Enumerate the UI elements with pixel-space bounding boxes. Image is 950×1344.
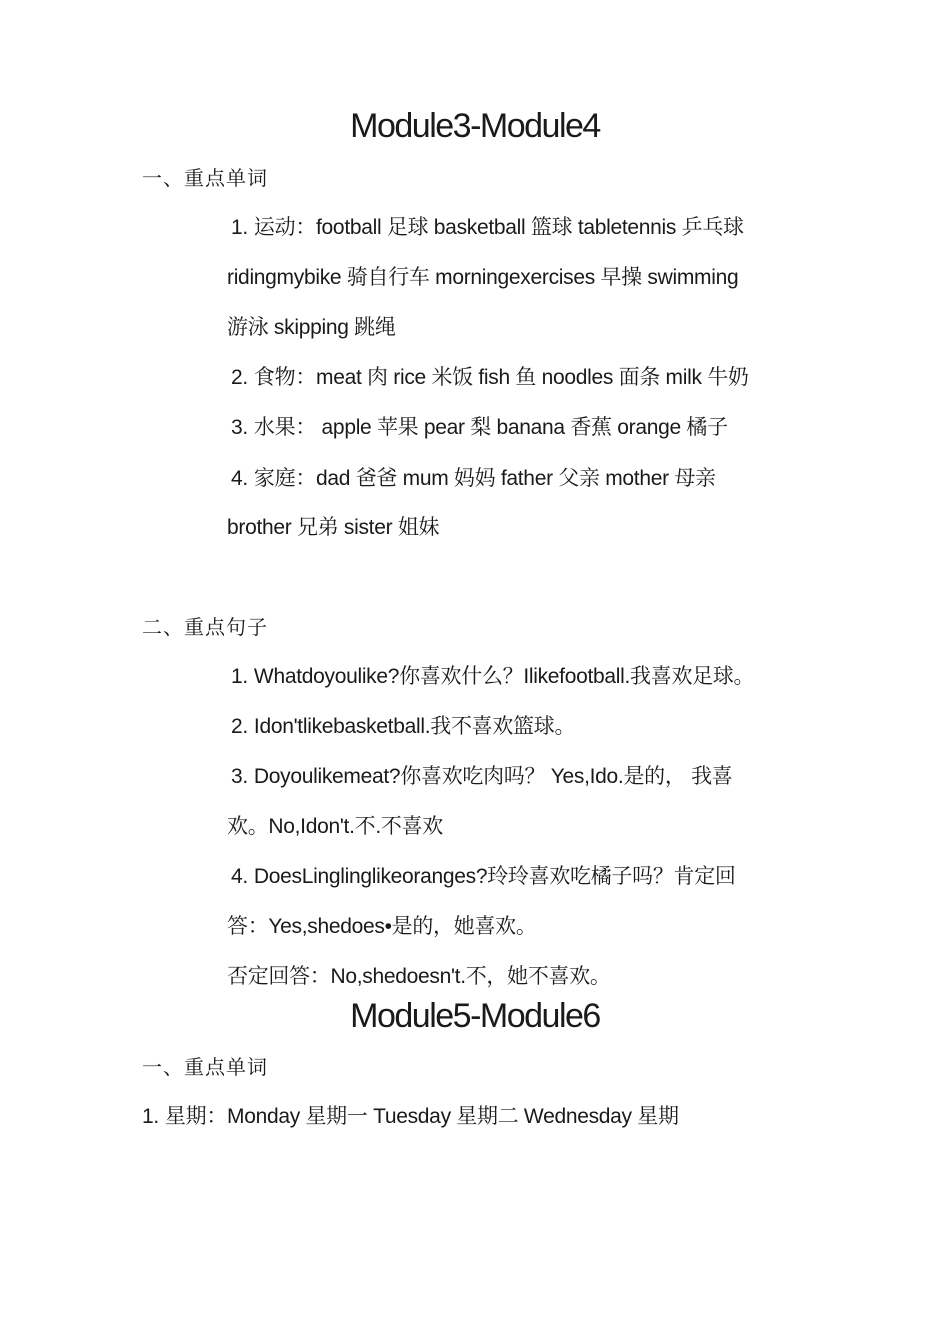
module34-sentences-heading: 二、重点句子 — [142, 615, 268, 639]
word-line-1 — [231, 214, 744, 242]
list-text: Whatdoyoulike?你喜欢什么？Ilikefootball.我喜欢足球。 — [253, 665, 755, 688]
list-number: 4. — [231, 467, 248, 490]
word-line-4 — [231, 465, 716, 493]
sentence-line-1 — [231, 663, 754, 691]
module34-title: Module3-Module4 — [350, 107, 600, 145]
list-text: 运动：football 足球 basketball 篮球 tabletennis 乒乓球 — [253, 216, 744, 239]
sentence-line-3-cont: 欢。No,Idon't.不.不喜欢 — [227, 815, 443, 838]
list-text: 星期：Monday 星期一 Tuesday 星期二 Wednesday 星期 — [164, 1105, 679, 1128]
word-line-2 — [231, 364, 749, 392]
sentence-line-3 — [231, 763, 733, 791]
module34-words-heading: 一、重点单词 — [142, 166, 268, 190]
sentence-line-4-cont-a: 答：Yes,shedoes•是的，她喜欢。 — [227, 915, 537, 938]
word-line-4-cont: brother 兄弟 sister 姐妹 — [227, 516, 440, 539]
list-number: 2. — [231, 366, 248, 389]
sentence-line-2 — [231, 713, 575, 741]
word-line-1-cont-b: 游泳 skipping 跳绳 — [227, 316, 396, 339]
list-number: 1. — [231, 216, 248, 239]
module56-words-heading: 一、重点单词 — [142, 1055, 268, 1079]
sentence-line-4-cont-b: 否定回答：No,shedoesn't.不，她不喜欢。 — [227, 965, 611, 988]
list-number: 1. — [231, 665, 248, 688]
list-text: DoesLinglinglikeoranges?玲玲喜欢吃橘子吗？肯定回 — [253, 865, 736, 888]
module56-word-line-1 — [142, 1103, 679, 1131]
list-text: Idon'tlikebasketball.我不喜欢篮球。 — [253, 715, 576, 738]
list-number: 3. — [231, 416, 248, 439]
list-number: 2. — [231, 715, 248, 738]
list-number: 4. — [231, 865, 248, 888]
list-number: 1. — [142, 1105, 159, 1128]
list-number: 3. — [231, 765, 248, 788]
word-line-3 — [231, 414, 728, 442]
list-text: Doyoulikemeat?你喜欢吃肉吗？ Yes,Ido.是的， 我喜 — [253, 765, 733, 788]
module56-title: Module5-Module6 — [350, 997, 600, 1035]
word-line-1-cont-a: ridingmybike 骑自行车 morningexercises 早操 swimming — [227, 266, 739, 289]
list-text: 水果： apple 苹果 pear 梨 banana 香蕉 orange 橘子 — [253, 416, 728, 439]
list-text: 家庭：dad 爸爸 mum 妈妈 father 父亲 mother 母亲 — [253, 467, 716, 490]
sentence-line-4 — [231, 863, 736, 891]
list-text: 食物：meat 肉 rice 米饭 fish 鱼 noodles 面条 milk 牛奶 — [253, 366, 749, 389]
